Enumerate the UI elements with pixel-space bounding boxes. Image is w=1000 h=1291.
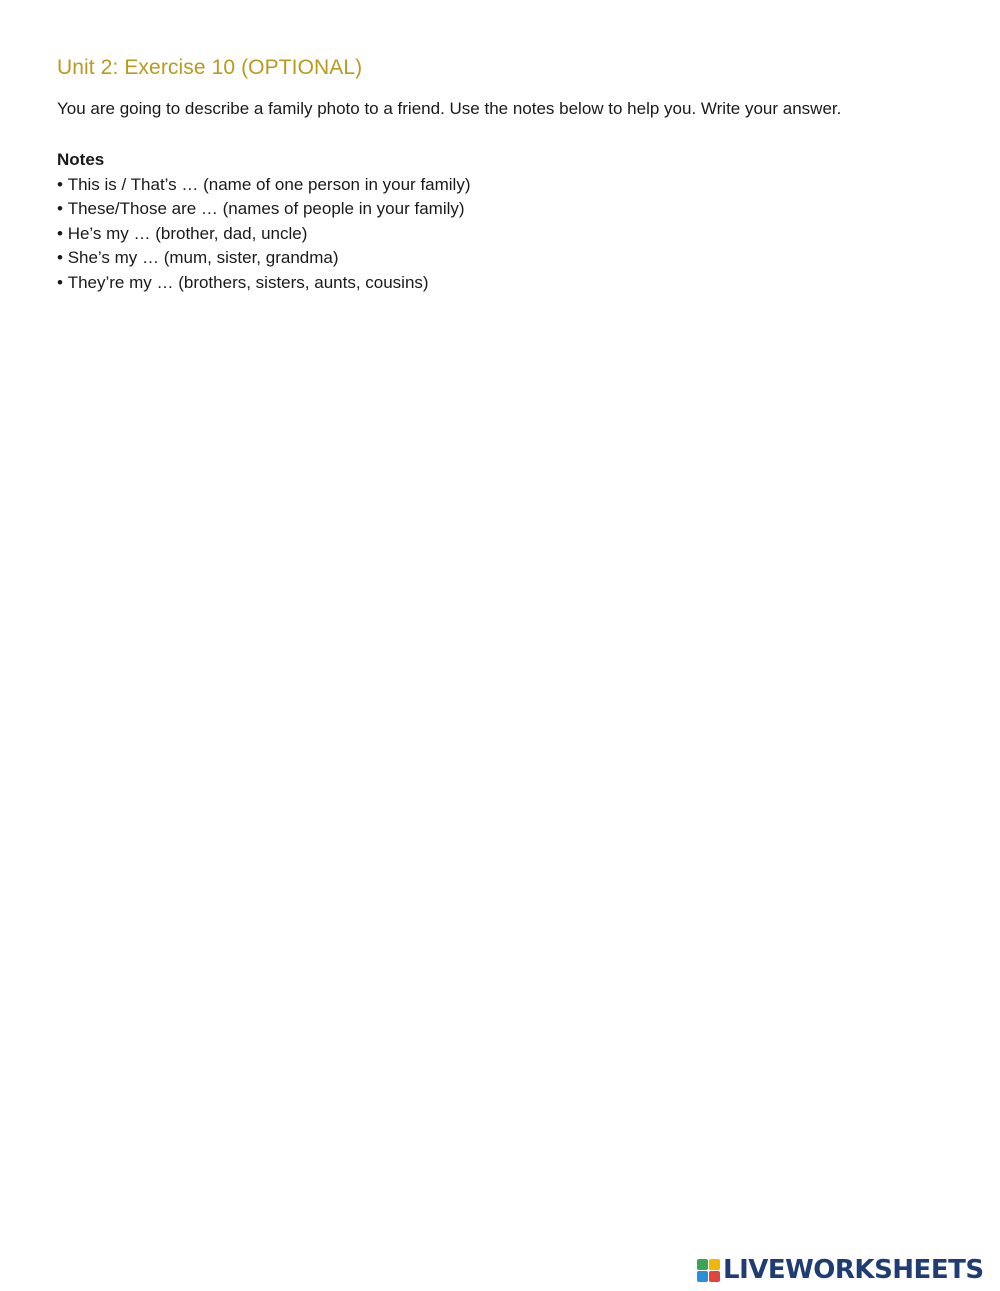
notes-item: • They’re my … (brothers, sisters, aunts, cousins): [57, 271, 471, 296]
logo-square-red: [709, 1271, 720, 1282]
notes-list: [57, 173, 471, 296]
logo-square-yellow: [709, 1259, 720, 1270]
notes-item: • This is / That’s … (name of one person in your family): [57, 173, 471, 198]
page-title: Unit 2: Exercise 10 (OPTIONAL): [57, 56, 363, 79]
notes-item: • She’s my … (mum, sister, grandma): [57, 246, 471, 271]
liveworksheets-logo-icon: [697, 1259, 720, 1282]
brand-wordmark: LIVEWORKSHEETS: [723, 1255, 984, 1285]
instructions-text: You are going to describe a family photo to a friend. Use the notes below to help you. Write your answer.: [57, 99, 842, 118]
notes-item: • He’s my … (brother, dad, uncle): [57, 222, 471, 247]
logo-square-green: [697, 1259, 708, 1270]
logo-square-blue: [697, 1271, 708, 1282]
notes-section: [57, 148, 471, 295]
notes-item: • These/Those are … (names of people in your family): [57, 197, 471, 222]
liveworksheets-brand[interactable]: [697, 1255, 984, 1285]
notes-heading: Notes: [57, 150, 105, 169]
